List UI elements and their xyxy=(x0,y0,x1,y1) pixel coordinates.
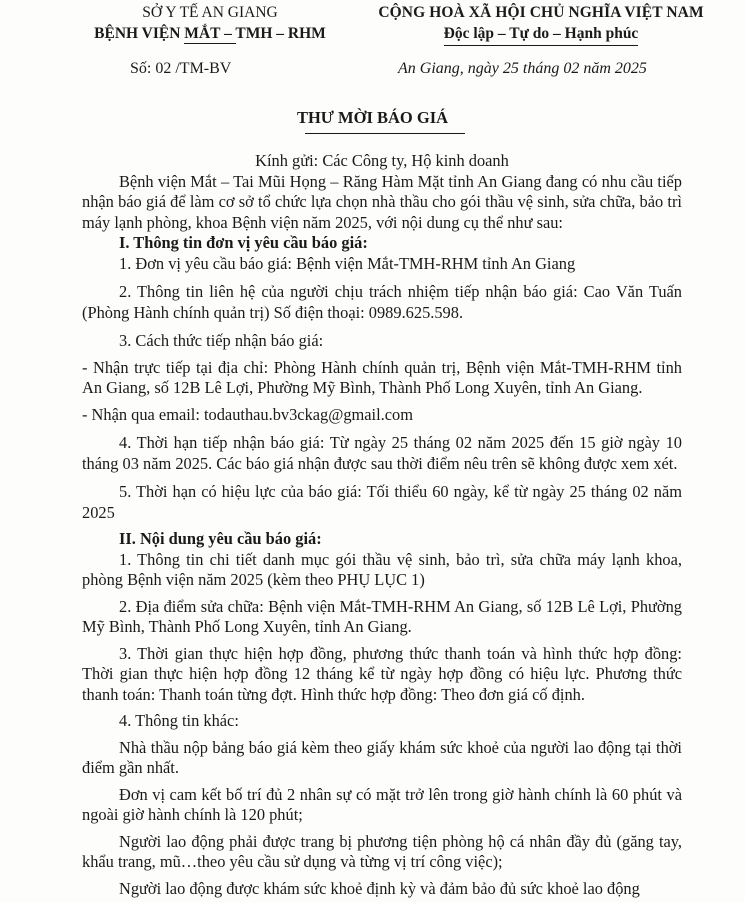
section-2-item-1: 1. Thông tin chi tiết danh mục gói thầu vệ sinh, bảo trì, sửa chữa máy lạnh khoa, phòng Bệnh viện năm 2025 (kèm theo PHỤ LỤC 1) xyxy=(82,549,682,589)
section-2-item-4: 4. Thông tin khác: xyxy=(119,711,239,730)
section-2-item-2: 2. Địa điểm sửa chữa: Bệnh viện Mắt-TMH-RHM An Giang, số 12B Lê Lợi, Phường Mỹ Bình, Thành Phố Long Xuyên, tỉnh An Giang. xyxy=(82,596,682,636)
document-body xyxy=(82,151,682,899)
section-2-paragraph-d: Người lao động được khám sức khoẻ định kỳ và đảm bảo đủ sức khoẻ lao động xyxy=(119,878,640,898)
section-1-item-5: 5. Thời hạn có hiệu lực của báo giá: Tối thiểu 60 ngày, kể từ ngày 25 tháng 02 năm 2025 xyxy=(82,482,682,522)
title-underline xyxy=(305,133,465,134)
document-date: An Giang, ngày 25 tháng 02 năm 2025 xyxy=(398,60,647,77)
section-2-item-3: 3. Thời gian thực hiện hợp đồng, phương thức thanh toán và hình thức hợp đồng: Thời gian thực hiện hợp đồng 12 tháng kể từ ngày hợp đồng có hiệu lực. Phương thức thanh toán: Thanh toán từng đợt. Hình thức hợp đồng: Theo đơn giá cố định. xyxy=(82,643,682,704)
document-title: THƯ MỜI BÁO GIÁ xyxy=(296,108,449,127)
salutation: Kính gửi: Các Công ty, Hộ kinh doanh xyxy=(255,151,509,170)
section-2-paragraph-c: Người lao động phải được trang bị phương tiện phòng hộ cá nhân đầy đủ (găng tay, khẩu trang, mũ…theo yêu cầu sử dụng và từng vị trí công việc); xyxy=(82,831,682,871)
section-1-item-3: 3. Cách thức tiếp nhận báo giá: xyxy=(119,331,324,350)
document-number: Số: 02 /TM-BV xyxy=(130,60,232,77)
section-2-heading: II. Nội dung yêu cầu báo giá: xyxy=(119,529,322,548)
header-divider xyxy=(184,43,236,44)
motto-text: Độc lập – Tự do – Hạnh phúc xyxy=(444,23,639,46)
department-name: SỞ Y TẾ AN GIANG xyxy=(142,4,278,21)
section-1-heading: I. Thông tin đơn vị yêu cầu báo giá: xyxy=(119,233,368,252)
section-1-item-3-direct: - Nhận trực tiếp tại địa chỉ: Phòng Hành chính quản trị, Bệnh viện Mắt-TMH-RHM tỉnh An Giang, số 12B Lê Lợi, Phường Mỹ Bình, Thành Phố Long Xuyên, tỉnh An Giang. xyxy=(82,357,682,397)
section-1-item-3-email: - Nhận qua email: todauthau.bv3ckag@gmail.com xyxy=(82,404,413,424)
section-1-item-2: 2. Thông tin liên hệ của người chịu trách nhiệm tiếp nhận báo giá: Cao Văn Tuấn (Phòng Hành chính quản trị) Số điện thoại: 0989.625.598. xyxy=(82,282,682,322)
section-2-paragraph-a: Nhà thầu nộp bảng báo giá kèm theo giấy khám sức khoẻ của người lao động tại thời điểm gần nhất. xyxy=(82,737,682,777)
country-name: CỘNG HOÀ XÃ HỘI CHỦ NGHĨA VIỆT NAM xyxy=(378,4,704,21)
intro-paragraph: Bệnh viện Mắt – Tai Mũi Họng – Răng Hàm Mặt tỉnh An Giang đang có nhu cầu tiếp nhận báo giá để làm cơ sở tổ chức lựa chọn nhà thầu cho gói thầu vệ sinh, sửa chữa, bảo trì máy lạnh phòng, khoa Bệnh viện năm 2025, với nội dung cụ thể như sau: xyxy=(82,171,682,232)
section-2-paragraph-b: Đơn vị cam kết bố trí đủ 2 nhân sự có mặt trở lên trong giờ hành chính là 60 phút và ngoài giờ hành chính là 120 phút; xyxy=(82,784,682,824)
hospital-name: BỆNH VIỆN MẮT – TMH – RHM xyxy=(94,25,326,42)
organization-header xyxy=(60,2,360,44)
national-motto xyxy=(352,2,730,46)
section-1-item-1: 1. Đơn vị yêu cầu báo giá: Bệnh viện Mắt-TMH-RHM tỉnh An Giang xyxy=(119,253,576,273)
section-1-item-4: 4. Thời hạn tiếp nhận báo giá: Từ ngày 25 tháng 02 năm 2025 đến 15 giờ ngày 10 tháng 03 năm 2025. Các báo giá nhận được sau thời điểm nêu trên sẽ không được xem xét. xyxy=(82,433,682,473)
